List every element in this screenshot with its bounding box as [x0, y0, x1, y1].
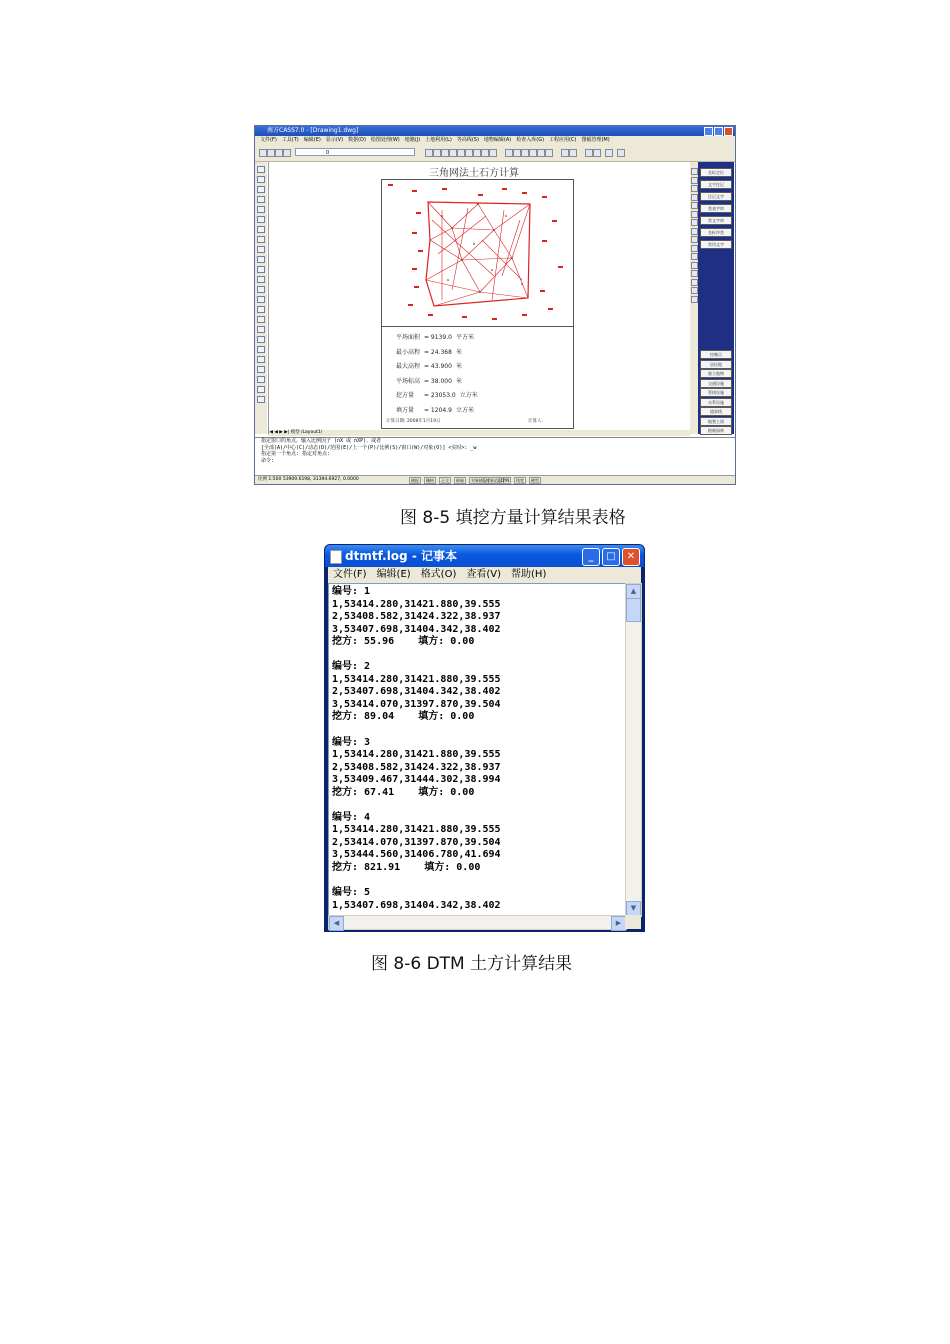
log-line: 1,53407.698,31404.342,38.402 [332, 899, 501, 911]
right-panel-item[interactable]: 独立地物 [700, 369, 732, 378]
toolbar-icon[interactable] [617, 149, 625, 157]
status-switch[interactable]: DYN [501, 478, 510, 483]
mid-tool-icon[interactable] [691, 253, 698, 260]
tin-network [382, 180, 573, 326]
notepad-icon [330, 550, 342, 564]
cass-menu-item[interactable]: 工程应用(C) [549, 137, 577, 143]
mid-tool-icon[interactable] [691, 245, 698, 252]
toolbar-icon[interactable] [605, 149, 613, 157]
calc-date: 计算日期: 2008年1月19日 [386, 419, 441, 424]
log-line: 2,53414.070,31397.870,39.504 [332, 836, 501, 848]
toolbar-icon[interactable] [593, 149, 601, 157]
mid-tool-icon[interactable] [691, 228, 698, 235]
mid-toolbar [690, 162, 698, 434]
right-panel-item[interactable]: 坐标序类 [700, 228, 732, 237]
cass-menu-item[interactable]: 等高线(S) [456, 137, 479, 143]
left-tool-icon[interactable] [257, 306, 265, 313]
log-line: 挖方: 67.41 填方: 0.00 [332, 786, 475, 798]
left-tool-icon[interactable] [257, 316, 265, 323]
right-panel-item[interactable]: 类表字串 [700, 204, 732, 213]
log-line: 挖方: 89.04 填方: 0.00 [332, 711, 475, 723]
toolbar-icon[interactable] [441, 149, 449, 157]
right-panel-item[interactable]: 文字注记 [700, 180, 732, 189]
log-line [332, 724, 501, 737]
cass-menu-item[interactable]: 检查入库(G) [516, 137, 545, 143]
status-switch[interactable]: 极轴 [456, 478, 464, 483]
notepad-menu-item[interactable]: 文件(F) [333, 569, 367, 580]
result-row [396, 376, 462, 385]
left-tool-icon[interactable] [257, 286, 265, 293]
result-label: 平场标高 [396, 377, 421, 385]
right-panel-item[interactable]: 植被园林 [700, 426, 732, 435]
status-switch[interactable]: 对象捕捉 [471, 478, 487, 483]
result-unit: 米 [455, 348, 462, 356]
layer-select[interactable]: 0 [295, 148, 415, 156]
left-tool-icon[interactable] [257, 246, 265, 253]
toolbar-icon[interactable] [529, 149, 537, 157]
toolbar-icon[interactable] [449, 149, 457, 157]
left-tool-icon[interactable] [257, 176, 265, 183]
scroll-right-icon[interactable]: ▶ [611, 916, 626, 931]
right-panel-item[interactable]: 水系设施 [700, 398, 732, 407]
result-label: 挖方量 [396, 392, 415, 399]
toolbar-icon[interactable] [267, 149, 275, 157]
toolbar-icon[interactable] [489, 149, 497, 157]
toolbar-icon[interactable] [457, 149, 465, 157]
maximize-icon[interactable]: □ [602, 548, 620, 566]
status-switch[interactable]: 线宽 [516, 478, 524, 483]
right-panel-item[interactable]: 控制点 [700, 350, 732, 359]
vertical-scrollbar[interactable] [625, 583, 642, 917]
toolbar-icon[interactable] [513, 149, 521, 157]
left-tool-icon[interactable] [257, 166, 265, 173]
result-value: = 43.900 [424, 363, 452, 370]
scroll-down-icon[interactable]: ▼ [626, 901, 641, 916]
minimize-icon[interactable] [704, 127, 713, 136]
log-line: 编号: 4 [332, 811, 371, 823]
cass-menu-item[interactable]: 地籍(J) [404, 137, 421, 143]
log-line: 1,53414.280,31421.880,39.555 [332, 749, 501, 761]
drawing-canvas[interactable] [268, 162, 691, 430]
maximize-icon[interactable] [714, 127, 723, 136]
result-row [396, 347, 462, 356]
mid-tool-icon[interactable] [691, 279, 698, 286]
cass-titlebar [255, 126, 735, 136]
right-panel-item[interactable]: 地貌土质 [700, 417, 732, 426]
mid-tool-icon[interactable] [691, 219, 698, 226]
status-bar [255, 475, 735, 484]
mid-tool-icon[interactable] [691, 211, 698, 218]
mid-tool-icon[interactable] [691, 262, 698, 269]
left-tool-icon[interactable] [257, 366, 265, 373]
close-icon[interactable] [724, 127, 733, 136]
right-panel-item[interactable]: 常用文字 [700, 240, 732, 249]
status-switch[interactable]: 捕捉 [411, 478, 419, 483]
log-line: 3,53409.467,31444.302,38.994 [332, 774, 501, 786]
cass-menu-item[interactable]: 显示(V) [325, 137, 344, 143]
left-tool-icon[interactable] [257, 276, 265, 283]
log-line: 挖方: 821.91 填方: 0.00 [332, 862, 481, 874]
right-panel [698, 162, 734, 434]
left-tool-icon[interactable] [257, 196, 265, 203]
left-tool-icon[interactable] [257, 386, 265, 393]
left-tool-icon[interactable] [257, 326, 265, 333]
cass-window [254, 125, 736, 485]
minimize-icon[interactable]: _ [582, 548, 600, 566]
right-panel-item[interactable]: 境界线 [700, 407, 732, 416]
log-line: 1,53414.280,31421.880,39.555 [332, 824, 501, 836]
cass-window-title: 南方CASS7.0 - [Drawing1.dwg] [267, 127, 359, 134]
left-tool-icon[interactable] [257, 256, 265, 263]
caption-figure-8-6: 图 8-6 DTM 土方计算结果 [371, 954, 573, 974]
result-row [396, 405, 474, 414]
result-value: = 1204.9 [424, 406, 452, 414]
command-window[interactable] [255, 437, 735, 474]
status-switch[interactable]: 正交 [441, 478, 449, 483]
toolbar-icon[interactable] [283, 149, 291, 157]
left-tool-icon[interactable] [257, 336, 265, 343]
notepad-window [324, 544, 645, 932]
log-line [332, 799, 501, 812]
table-separator [382, 326, 573, 327]
left-tool-icon[interactable] [257, 266, 265, 273]
toolbar-icon[interactable] [433, 149, 441, 157]
log-line: 1,53414.280,31421.880,39.555 [332, 673, 501, 685]
horizontal-scrollbar[interactable] [328, 915, 627, 930]
status-coords: 比例 1:500 53909.6198, 31394.6927, 0.0000 [258, 477, 359, 482]
drawing-title: 三角网法土石方计算 [429, 168, 519, 179]
notepad-editor[interactable] [328, 583, 627, 917]
left-tool-icon[interactable] [257, 226, 265, 233]
left-tool-icon[interactable] [257, 346, 265, 353]
log-line: 挖方: 55.96 填方: 0.00 [332, 636, 475, 648]
result-value: = 23053.0 [424, 392, 456, 399]
calc-person: 计算人: [528, 419, 544, 424]
right-panel-item[interactable]: 注记文字 [700, 192, 732, 201]
notepad-menubar [328, 567, 641, 583]
survey-points [388, 184, 563, 320]
mid-tool-icon[interactable] [691, 194, 698, 201]
result-unit: 米 [455, 363, 462, 370]
right-panel-item[interactable]: 居民地 [700, 360, 732, 369]
notepad-title: dtmtf.log - 记事本 [345, 549, 457, 563]
command-line: 指定窗口的角点，输入比例因子 (nX 或 nXP)，或者 [261, 438, 382, 444]
cass-menubar [255, 136, 735, 145]
resize-grip[interactable] [625, 915, 641, 929]
cass-menu-item[interactable]: 编辑(E) [303, 137, 321, 143]
result-label: 填方量 [396, 406, 415, 414]
close-icon[interactable]: ✕ [622, 548, 640, 566]
mid-tool-icon[interactable] [691, 177, 698, 184]
result-label: 平场面积 [396, 334, 421, 341]
status-switch[interactable]: 模型 [531, 478, 539, 483]
toolbar-icon[interactable] [275, 149, 283, 157]
cass-menu-item[interactable]: 绘图处理(W) [370, 137, 400, 143]
toolbar-icon[interactable] [537, 149, 545, 157]
cass-menu-item[interactable]: 工具(T) [281, 137, 299, 143]
toolbar-icon[interactable] [505, 149, 513, 157]
cass-toolbar [255, 145, 735, 162]
result-value: = 24.368 [424, 348, 452, 356]
log-line [332, 875, 501, 888]
result-row [396, 361, 462, 370]
left-tool-icon[interactable] [257, 376, 265, 383]
result-row [396, 390, 478, 399]
inner-points [441, 203, 523, 293]
result-unit: 米 [455, 377, 462, 385]
tin-edges [426, 202, 530, 306]
result-value: = 9139.0 [424, 334, 452, 341]
result-label: 最小高程 [396, 348, 421, 356]
layout-tabs[interactable]: |◀ ◀ ▶ ▶| 模型 /Layout1/ [268, 430, 690, 436]
log-line: 1,53414.280,31421.880,39.555 [332, 598, 501, 610]
log-line [332, 649, 501, 662]
log-line: 2,53407.698,31404.342,38.402 [332, 686, 501, 698]
log-line: 编号: 5 [332, 887, 371, 899]
left-toolbar [255, 162, 267, 434]
mid-tool-icon[interactable] [691, 296, 698, 303]
mid-tool-icon[interactable] [691, 287, 698, 294]
scroll-up-icon[interactable]: ▲ [626, 584, 641, 599]
command-line: 指定第一个角点: 指定对角点: [261, 451, 331, 457]
result-unit: 平方米 [455, 334, 474, 341]
log-line: 2,53408.582,31424.322,38.937 [332, 761, 501, 773]
right-panel-item[interactable]: 坐标定位 [700, 168, 732, 177]
left-tool-icon[interactable] [257, 296, 265, 303]
cass-menu-item[interactable]: 数据(D) [348, 137, 366, 143]
left-tool-icon[interactable] [257, 396, 265, 403]
right-panel-item[interactable]: 管线设施 [700, 388, 732, 397]
result-value: = 38.000 [424, 377, 452, 385]
toolbar-icon[interactable] [425, 149, 433, 157]
result-unit: 立方米 [459, 392, 478, 399]
log-line: 编号: 2 [332, 661, 371, 673]
status-switch[interactable]: 对象追踪 [486, 478, 502, 483]
mid-tool-icon[interactable] [691, 185, 698, 192]
toolbar-icon[interactable] [521, 149, 529, 157]
left-tool-icon[interactable] [257, 236, 265, 243]
toolbar-icon[interactable] [473, 149, 481, 157]
command-line: [全部(A)/中心(C)/动态(D)/范围(E)/上一个(P)/比例(S)/窗口(W)/对象(O)] <实时>: _w [261, 444, 477, 451]
right-panel-item[interactable]: 常文字串 [700, 216, 732, 225]
left-tool-icon[interactable] [257, 356, 265, 363]
cass-menu-item[interactable]: 地物编辑(A) [483, 137, 512, 143]
cass-menu-item[interactable]: 土地利用(L) [425, 137, 452, 143]
toolbar-icon[interactable] [259, 149, 267, 157]
caption-figure-8-5: 图 8-5 填挖方量计算结果表格 [400, 508, 626, 528]
status-switch[interactable]: 栅格 [426, 478, 434, 483]
result-label: 最大高程 [396, 363, 421, 370]
result-table-frame [381, 179, 574, 429]
result-row [396, 332, 474, 341]
notepad-menu-item[interactable]: 帮助(H) [511, 569, 547, 580]
toolbar-icon[interactable] [561, 149, 569, 157]
tin-boundary [426, 202, 530, 306]
notepad-menu-item[interactable]: 格式(O) [420, 569, 457, 580]
mid-tool-icon[interactable] [691, 168, 698, 175]
left-tool-icon[interactable] [257, 216, 265, 223]
toolbar-icon[interactable] [585, 149, 593, 157]
mid-tool-icon[interactable] [691, 270, 698, 277]
log-line: 3,53407.698,31404.342,38.402 [332, 623, 501, 635]
log-line: 3,53414.070,31397.870,39.504 [332, 698, 501, 710]
log-text [332, 586, 501, 912]
notepad-menu-item[interactable]: 编辑(E) [376, 569, 411, 580]
log-line: 2,53408.582,31424.322,38.937 [332, 611, 501, 623]
command-line: 命令: [261, 457, 275, 464]
scroll-thumb[interactable] [626, 598, 641, 622]
toolbar-icon[interactable] [481, 149, 489, 157]
left-tool-icon[interactable] [257, 206, 265, 213]
mid-tool-icon[interactable] [691, 236, 698, 243]
log-line: 编号: 1 [332, 586, 371, 597]
right-panel-item[interactable]: 交通设施 [700, 379, 732, 388]
cass-menu-item[interactable]: 图幅管理(M) [581, 137, 610, 143]
mid-tool-icon[interactable] [691, 202, 698, 209]
left-tool-icon[interactable] [257, 186, 265, 193]
scroll-left-icon[interactable]: ◀ [329, 916, 344, 931]
notepad-menu-item[interactable]: 查看(V) [466, 569, 502, 580]
log-line: 编号: 3 [332, 736, 371, 748]
toolbar-icon[interactable] [569, 149, 577, 157]
result-unit: 立方米 [455, 406, 474, 414]
cass-menu-item[interactable]: 文件(F) [260, 137, 277, 143]
toolbar-icon[interactable] [465, 149, 473, 157]
log-line: 3,53444.560,31406.780,41.694 [332, 849, 501, 861]
notepad-titlebar [325, 545, 644, 567]
toolbar-icon[interactable] [545, 149, 553, 157]
